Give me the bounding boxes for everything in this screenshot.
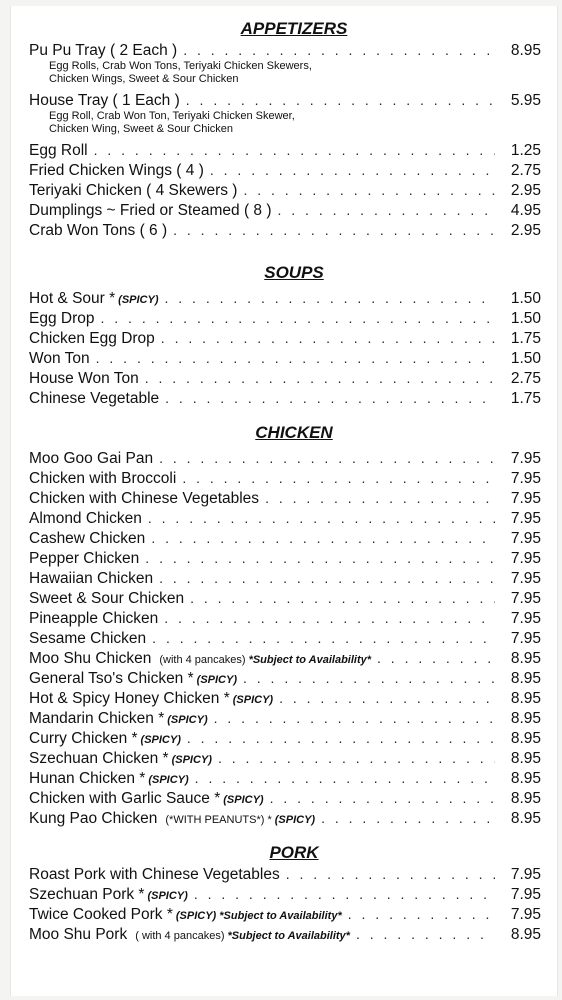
dot-leader <box>218 748 495 768</box>
item-price: 1.75 <box>510 330 541 347</box>
item-name: Chicken with Broccoli <box>29 470 177 487</box>
item-name: Dumplings ~ Fried or Steamed ( 8 ) <box>29 202 272 219</box>
item-name: Egg Drop <box>29 310 95 327</box>
item-name: General Tso's Chicken * (SPICY) <box>29 670 237 687</box>
item-price: 8.95 <box>510 770 541 787</box>
dot-leader <box>243 668 495 688</box>
menu-item <box>29 628 541 648</box>
pork-section <box>11 842 557 944</box>
item-price: 1.75 <box>510 390 541 407</box>
menu-item <box>29 140 541 160</box>
item-name: Cashew Chicken <box>29 530 146 547</box>
soups-section <box>11 262 557 408</box>
availability-note: *Subject to Availability* <box>227 930 350 942</box>
item-name: Kung Pao Chicken (*WITH PEANUTS*) * (SPICY) <box>29 810 316 827</box>
dot-leader <box>182 468 495 488</box>
menu-item <box>29 220 541 240</box>
item-name: Szechuan Chicken * (SPICY) <box>29 750 212 767</box>
item-price: 7.95 <box>510 906 541 923</box>
item-price: 7.95 <box>510 550 541 567</box>
item-price: 5.95 <box>510 92 541 109</box>
item-description: Egg Rolls, Crab Won Tons, Teriyaki Chicken Skewers, <box>49 60 312 72</box>
item-price: 8.95 <box>510 690 541 707</box>
menu-item <box>29 90 541 110</box>
item-name: Teriyaki Chicken ( 4 Skewers ) <box>29 182 238 199</box>
dot-leader <box>356 924 495 944</box>
section-heading: SOUPS <box>264 263 324 282</box>
item-name: Pu Pu Tray ( 2 Each ) <box>29 42 178 59</box>
item-name: Twice Cooked Pork * (SPICY) *Subject to Availability* <box>29 906 342 923</box>
menu-item <box>29 40 541 60</box>
item-name: Chicken with Chinese Vegetables <box>29 490 260 507</box>
dot-leader <box>145 548 495 568</box>
item-name: Hot & Sour * (SPICY) <box>29 290 159 307</box>
dot-leader <box>164 608 495 628</box>
dot-leader <box>159 448 495 468</box>
menu-item <box>29 448 541 468</box>
item-price: 1.25 <box>510 142 541 159</box>
dot-leader <box>377 648 495 668</box>
dot-leader <box>165 388 495 408</box>
appetizers-section <box>11 18 557 240</box>
menu-item <box>29 904 541 924</box>
dot-leader <box>96 348 495 368</box>
spicy-note: (SPICY) <box>148 774 189 786</box>
item-name: House Won Ton <box>29 370 139 387</box>
menu-item <box>29 288 541 308</box>
dot-leader <box>190 588 495 608</box>
menu-item <box>29 728 541 748</box>
dot-leader <box>321 808 495 828</box>
spicy-note: (SPICY) <box>232 694 274 706</box>
menu-item <box>29 688 541 708</box>
item-name: Won Ton <box>29 350 90 367</box>
item-qualifier: (with 4 pancakes) <box>159 654 246 666</box>
item-name: Almond Chicken <box>29 510 142 527</box>
item-name: Roast Pork with Chinese Vegetables <box>29 866 280 883</box>
item-price: 7.95 <box>510 530 541 547</box>
menu-item <box>29 808 541 828</box>
availability-note: *Subject to Availability* <box>248 654 372 666</box>
item-price: 7.95 <box>510 470 541 487</box>
menu-item <box>29 528 541 548</box>
item-name: Hot & Spicy Honey Chicken * (SPICY) <box>29 690 274 707</box>
item-price: 2.75 <box>510 162 541 179</box>
dot-leader <box>195 768 495 788</box>
spicy-note: (SPICY) <box>140 734 181 746</box>
menu-item <box>29 748 541 768</box>
item-price: 1.50 <box>510 350 541 367</box>
spicy-note: (SPICY) <box>274 814 316 826</box>
item-price: 1.50 <box>510 310 541 327</box>
menu-item <box>29 608 541 628</box>
dot-leader <box>100 308 495 328</box>
menu-item <box>29 180 541 200</box>
item-price: 8.95 <box>510 42 541 59</box>
spicy-note: (SPICY) <box>196 674 237 686</box>
dot-leader <box>194 884 495 904</box>
item-qualifier: ( with 4 pancakes) <box>135 930 225 942</box>
item-description: Chicken Wing, Sweet & Sour Chicken <box>49 123 234 135</box>
spicy-note: (SPICY) <box>171 754 212 766</box>
dot-leader <box>214 708 495 728</box>
item-price: 2.75 <box>510 370 541 387</box>
item-name: Chicken Egg Drop <box>29 330 155 347</box>
menu-item <box>29 200 541 220</box>
item-price: 2.95 <box>510 182 541 199</box>
menu-item <box>29 648 541 668</box>
menu-item <box>29 548 541 568</box>
menu-item <box>29 768 541 788</box>
item-name: Hunan Chicken * (SPICY) <box>29 770 189 787</box>
item-price: 8.95 <box>510 650 541 667</box>
menu-page <box>10 6 558 996</box>
item-price: 7.95 <box>510 490 541 507</box>
item-price: 7.95 <box>510 886 541 903</box>
item-price: 2.95 <box>510 222 541 239</box>
dot-leader <box>165 288 496 308</box>
menu-item <box>29 884 541 904</box>
item-name: Moo Shu Pork ( with 4 pancakes) *Subject to Availability* <box>29 926 350 943</box>
menu-item <box>29 488 541 508</box>
spicy-note: (SPICY) *Subject to Availability* <box>175 910 342 922</box>
menu-item <box>29 160 541 180</box>
item-price: 4.95 <box>510 202 541 219</box>
spicy-note: (SPICY) <box>147 890 188 902</box>
menu-item <box>29 668 541 688</box>
item-name: Hawaiian Chicken <box>29 570 154 587</box>
menu-item <box>29 308 541 328</box>
item-name: House Tray ( 1 Each ) <box>29 92 180 109</box>
dot-leader <box>348 904 495 924</box>
dot-leader <box>187 728 495 748</box>
menu-item <box>29 348 541 368</box>
section-heading: PORK <box>269 843 319 862</box>
item-price: 7.95 <box>510 590 541 607</box>
section-heading: CHICKEN <box>255 423 333 442</box>
dot-leader <box>265 488 495 508</box>
menu-item <box>29 788 541 808</box>
dot-leader <box>152 628 495 648</box>
item-name: Fried Chicken Wings ( 4 ) <box>29 162 204 179</box>
item-name: Szechuan Pork * (SPICY) <box>29 886 188 903</box>
dot-leader <box>270 788 495 808</box>
item-price: 8.95 <box>510 750 541 767</box>
dot-leader <box>159 568 495 588</box>
item-price: 8.95 <box>510 810 541 827</box>
item-price: 7.95 <box>510 570 541 587</box>
dot-leader <box>243 180 495 200</box>
menu-item <box>29 708 541 728</box>
item-name: Crab Won Tons ( 6 ) <box>29 222 168 239</box>
item-name: Pineapple Chicken <box>29 610 159 627</box>
item-price: 7.95 <box>510 610 541 627</box>
dot-leader <box>278 200 496 220</box>
item-price: 7.95 <box>510 866 541 883</box>
spicy-note: (SPICY) <box>167 714 208 726</box>
menu-item <box>29 864 541 884</box>
item-price: 8.95 <box>510 926 541 943</box>
menu-item <box>29 468 541 488</box>
menu-item <box>29 588 541 608</box>
item-description: Chicken Wings, Sweet & Sour Chicken <box>49 73 239 85</box>
item-name: Curry Chicken * (SPICY) <box>29 730 181 747</box>
menu-item <box>29 368 541 388</box>
item-name: Sesame Chicken <box>29 630 147 647</box>
item-name: Chicken with Garlic Sauce * (SPICY) <box>29 790 264 807</box>
item-price: 7.95 <box>510 450 541 467</box>
item-price: 7.95 <box>510 630 541 647</box>
item-name: Mandarin Chicken * (SPICY) <box>29 710 208 727</box>
dot-leader <box>161 328 495 348</box>
item-price: 7.95 <box>510 510 541 527</box>
spicy-note: (SPICY) <box>118 294 159 306</box>
item-price: 8.95 <box>510 710 541 727</box>
section-heading: APPETIZERS <box>240 19 348 38</box>
dot-leader <box>186 90 495 110</box>
item-name: Moo Goo Gai Pan <box>29 450 154 467</box>
menu-item <box>29 508 541 528</box>
menu-item <box>29 328 541 348</box>
dot-leader <box>173 220 495 240</box>
dot-leader <box>148 508 495 528</box>
dot-leader <box>210 160 495 180</box>
item-name: Moo Shu Chicken (with 4 pancakes) *Subject to Availability* <box>29 650 372 667</box>
dot-leader <box>151 528 495 548</box>
dot-leader <box>286 864 495 884</box>
menu-item <box>29 568 541 588</box>
item-price: 1.50 <box>510 290 541 307</box>
dot-leader <box>183 40 495 60</box>
item-name: Chinese Vegetable <box>29 390 160 407</box>
item-qualifier: (*WITH PEANUTS*) * <box>165 814 272 826</box>
dot-leader <box>279 688 495 708</box>
dot-leader <box>145 368 495 388</box>
item-price: 8.95 <box>510 730 541 747</box>
chicken-section <box>11 422 557 828</box>
item-price: 8.95 <box>510 670 541 687</box>
item-price: 8.95 <box>510 790 541 807</box>
item-name: Sweet & Sour Chicken <box>29 590 185 607</box>
spicy-note: (SPICY) <box>223 794 264 806</box>
item-name: Egg Roll <box>29 142 88 159</box>
item-description: Egg Roll, Crab Won Ton, Teriyaki Chicken Skewer, <box>49 110 295 122</box>
menu-item <box>29 388 541 408</box>
item-name: Pepper Chicken <box>29 550 140 567</box>
dot-leader <box>94 140 495 160</box>
menu-item <box>29 924 541 944</box>
